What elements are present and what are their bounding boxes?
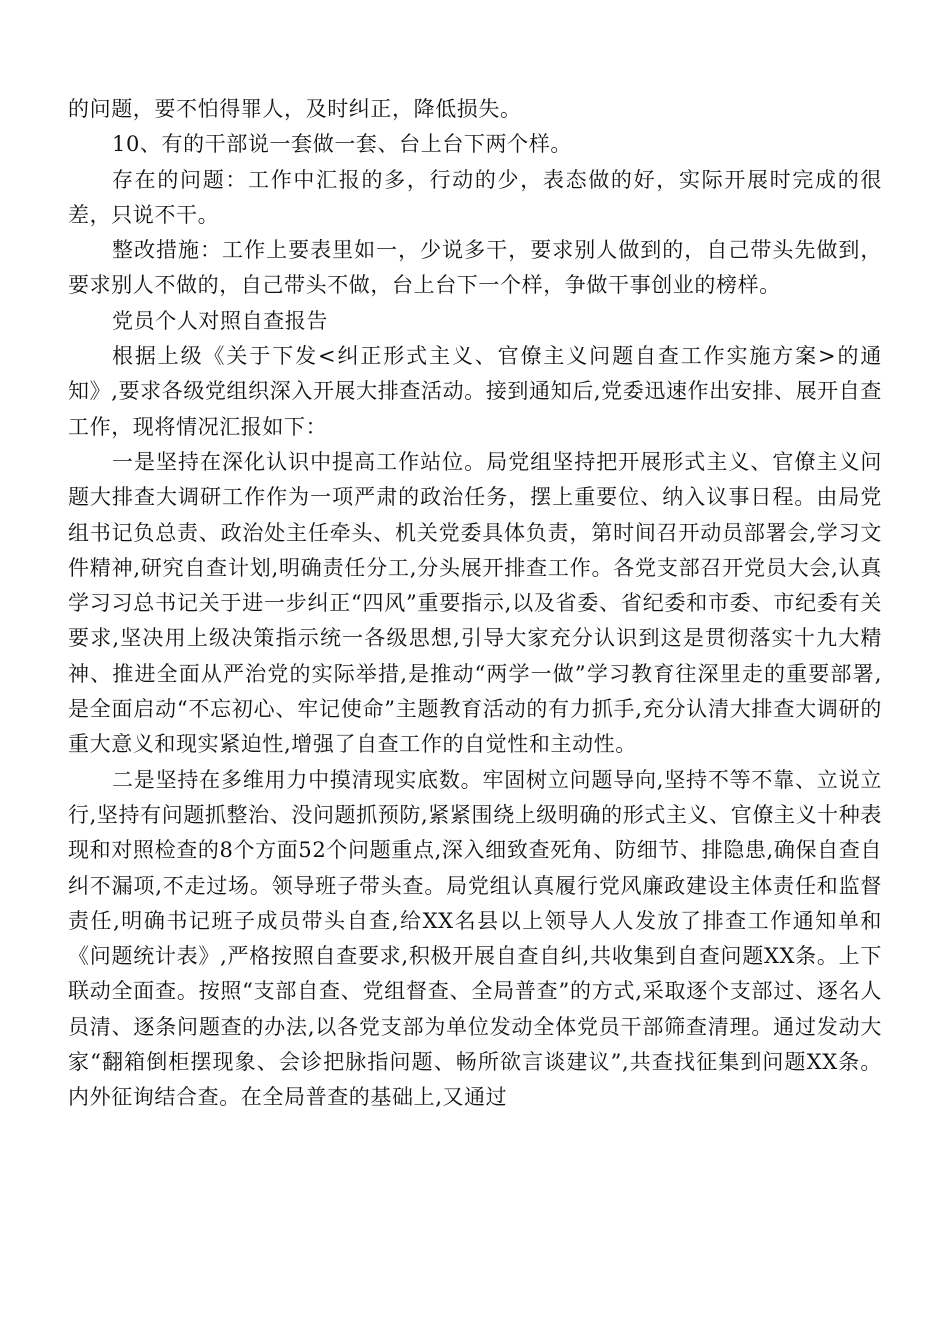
- paragraph-introduction: 根据上级《关于下发<纠正形式主义、官僚主义问题自查工作实施方案>的通知》,要求各级党组织深入开展大排查活动。接到通知后,党委迅速作出安排、展开自查工作，现将情况汇报如下：: [68, 344, 882, 439]
- document-body: [68, 92, 882, 1116]
- paragraph-rectification-measures: 整改措施：工作上要表里如一，少说多干，要求别人做到的，自己带头先做到，要求别人不做的，自己带头不做，台上台下一个样，争做干事创业的榜样。: [68, 238, 882, 298]
- paragraph-item-10-heading: 10、有的干部说一套做一套、台上台下两个样。: [112, 132, 572, 157]
- paragraph-point-two: 二是坚持在多维用力中摸清现实底数。牢固树立问题导向,坚持不等不靠、立说立行,坚持有问题抓整治、没问题抓预防,紧紧围绕上级明确的形式主义、官僚主义十种表现和对照检查的8个方面52个问题重点,深入细致查死角、防细节、排隐患,确保自查自纠不漏项,不走过场。领导班子带头查。局党组认真履行党风廉政建设主体责任和监督责任,明确书记班子成员带头自查,给XX名县以上领导人人发放了排查工作通知单和《问题统计表》,严格按照自查要求,积极开展自查自纠,共收集到自查问题XX条。上下联动全面查。按照“支部自查、党组督查、全局普查”的方式,采取逐个支部过、逐名人员清、逐条问题查的办法,以各党支部为单位发动全体党员干部筛查清理。通过发动大家“翻箱倒柜摆现象、会诊把脉指问题、畅所欲言谈建议”,共查找征集到问题XX条。内外征询结合查。在全局普查的基础上,又通过: [68, 767, 882, 1110]
- paragraph-point-one: 一是坚持在深化认识中提高工作站位。局党组坚持把开展形式主义、官僚主义问题大排查大调研工作作为一项严肃的政治任务，摆上重要位、纳入议事日程。由局党组书记负总责、政治处主任牵头、机关党委具体负责，第时间召开动员部署会,学习文件精神,研究自查计划,明确责任分工,分头展开排查工作。各党支部召开党员大会,认真学习习总书记关于进一步纠正“四风”重要指示,以及省委、省纪委和市委、市纪委有关要求,坚决用上级决策指示统一各级思想,引导大家充分认识到这是贯彻落实十九大精神、推进全面从严治党的实际举措,是推动“两学一做”学习教育往深里走的重要部署,是全面启动“不忘初心、牢记使命”主题教育活动的有力抓手,充分认清大排查大调研的重大意义和现实紧迫性,增强了自查工作的自觉性和主动性。: [68, 449, 882, 757]
- paragraph-existing-problem: 存在的问题：工作中汇报的多，行动的少，表态做的好，实际开展时完成的很差，只说不干。: [68, 167, 882, 227]
- section-title: 党员个人对照自查报告: [112, 308, 328, 333]
- paragraph-continuation: 的问题，要不怕得罪人，及时纠正，降低损失。: [68, 97, 522, 121]
